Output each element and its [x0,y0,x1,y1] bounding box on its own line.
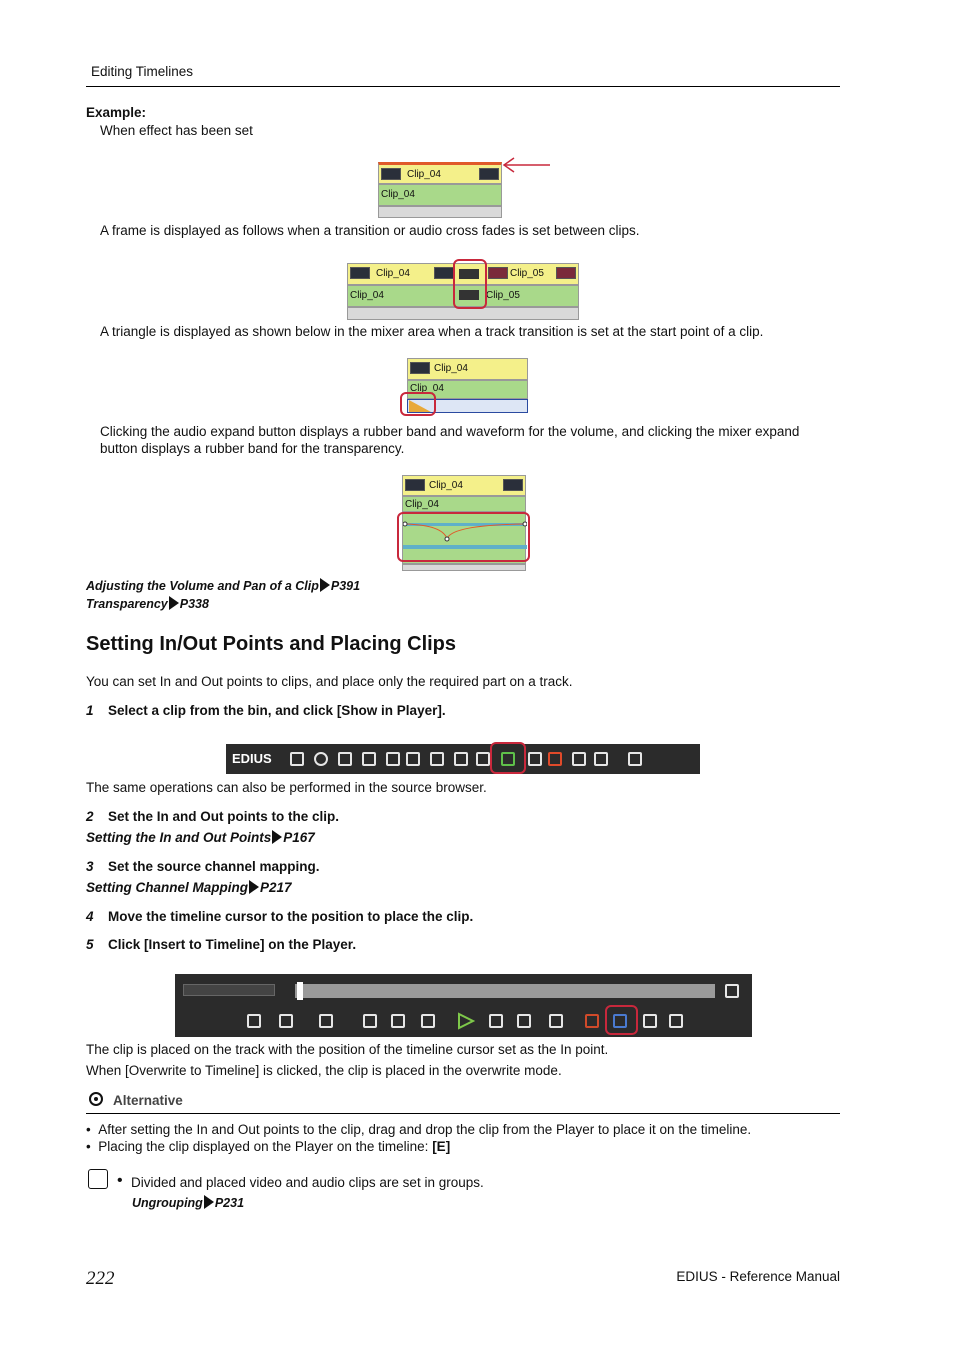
step-2 [86,809,339,824]
reference-page: P231 [214,1196,245,1210]
reference-link[interactable] [132,1195,244,1210]
reference-page: P167 [283,830,315,845]
note-text: Divided and placed video and audio clips are set in groups. [131,1175,484,1190]
new-folder-icon[interactable] [362,752,376,766]
clip-name: Clip_04 [381,189,415,200]
loop-playback-icon[interactable] [549,1014,563,1028]
mixer-area [402,564,526,571]
step-text: Set the In and Out points to the clip. [108,809,339,824]
clip-name: Clip_04 [429,480,463,491]
step-text: Move the timeline cursor to the position to place the clip. [108,909,474,924]
search-icon[interactable] [314,752,328,766]
footer-manual-title: EDIUS - Reference Manual [676,1269,840,1284]
alternative-bullet-text: Placing the clip displayed on the Player on the timeline: [98,1139,433,1154]
clip-thumbnail [556,267,576,279]
cut-icon[interactable] [430,752,444,766]
reference-page: P338 [179,597,209,611]
reference-link[interactable] [86,880,292,895]
clip-name-right: Clip_05 [510,268,544,279]
clip-thumbnail [488,267,508,279]
player-controls [175,974,752,1037]
alternative-bullet-text: After setting the In and Out points to the clip, drag and drop the clip from the Player to place it on the timeline. [98,1122,752,1137]
clip-thumbnail [410,362,430,374]
step-number: 3 [86,859,94,874]
video-track [402,475,526,496]
shortcut-key: [E] [432,1139,451,1154]
stop-icon[interactable] [363,1014,377,1028]
set-out-icon[interactable] [319,1014,333,1028]
step-3 [86,859,320,874]
alternative-bullet: • After setting the In and Out points to the clip, drag and drop the clip from the Player to place it on the timeline. [86,1122,752,1137]
reference-text: Ungrouping [132,1196,203,1210]
reference-text: Setting Channel Mapping [86,880,248,895]
step-4 [86,909,473,924]
clip-thumbnail [381,168,401,180]
video-clip-track [378,162,502,184]
step-number: 1 [86,703,94,718]
result-line-1: The clip is placed on the track with the position of the timeline cursor set as the In point. [86,1042,609,1057]
overwrite-to-timeline-icon[interactable] [585,1014,599,1028]
highlight-show-in-player [490,742,526,774]
source-browser-note: The same operations can also be performed in the source browser. [86,780,487,795]
shuttle-slider[interactable] [183,984,275,996]
reference-arrow-icon [204,1195,214,1209]
set-in-icon[interactable] [279,1014,293,1028]
position-bar[interactable] [295,984,715,998]
section-title: Setting In/Out Points and Placing Clips [86,633,457,655]
audio-track [402,496,526,512]
rewind-icon[interactable] [391,1014,405,1028]
reference-text: Setting the In and Out Points [86,830,272,845]
example-label: Example: [86,105,147,120]
reference-arrow-icon [249,880,259,894]
play-loop-icon[interactable] [247,1014,261,1028]
clip-name-left: Clip_04 [350,290,384,301]
clip-name: Clip_04 [407,169,441,180]
next-frame-icon[interactable] [489,1014,503,1028]
alternative-bullet: • Placing the clip displayed on the Player on the timeline: [E] [86,1139,451,1154]
reference-link[interactable] [86,596,209,611]
mixer-area [378,206,502,218]
pointer-arrow-icon [500,156,552,174]
step-number: 5 [86,937,94,952]
alternative-label: Alternative [113,1093,183,1108]
note-icon [88,1169,108,1189]
clip-name: Clip_04 [434,363,468,374]
highlight-insert-to-timeline [605,1005,638,1035]
example-line-expand-a: Clicking the audio expand button displays a rubber band and waveform for the volume, and clicking the mixer expand [100,424,800,439]
step-text: Click [Insert to Timeline] on the Player. [108,937,357,952]
alternative-rule [86,1113,840,1114]
step-number: 4 [86,909,94,924]
video-track [407,358,528,380]
reference-arrow-icon [272,830,282,844]
highlight-rubber-band [397,512,530,562]
add-to-timeline-icon[interactable] [528,752,542,766]
previous-frame-icon[interactable] [421,1014,435,1028]
audio-clip-track [378,184,502,206]
section-intro: You can set In and Out points to clips, and place only the required part on a track. [86,674,573,689]
highlight-transition [453,259,487,309]
reference-arrow-icon [320,578,330,592]
copy-icon[interactable] [454,752,468,766]
output-icon[interactable] [669,1014,683,1028]
header-rule [86,86,840,87]
reference-link[interactable] [86,830,315,845]
reference-page: P217 [260,880,292,895]
example-line-effect: When effect has been set [100,123,253,138]
sync-icon[interactable] [643,1014,657,1028]
view-icon[interactable] [594,752,608,766]
up-folder-icon[interactable] [338,752,352,766]
fast-forward-icon[interactable] [517,1014,531,1028]
clip-thumbnail-end [503,479,523,491]
reference-text: Adjusting the Volume and Pan of a Clip [86,579,319,593]
clip-thumbnail [405,479,425,491]
step-text: Select a clip from the bin, and click [Show in Player]. [108,703,446,718]
figure-effect-set [378,162,502,218]
step-5 [86,937,356,952]
text-icon[interactable] [386,752,400,766]
clip-name: Clip_04 [410,383,444,394]
result-line-2: When [Overwrite to Timeline] is clicked, the clip is placed in the overwrite mode. [86,1063,562,1078]
note-bullet: • [117,1172,123,1189]
gear-icon [86,1089,106,1109]
paste-icon[interactable] [476,752,490,766]
step-text: Set the source channel mapping. [108,859,320,874]
audio-icon[interactable] [725,984,739,998]
example-line-expand-b: button displays a rubber band for the transparency. [100,441,405,456]
clip-thumbnail [434,267,454,279]
step-1 [86,703,446,718]
folder-icon[interactable] [290,752,304,766]
color-bar-icon[interactable] [406,752,420,766]
reference-arrow-icon [169,596,179,610]
reference-link[interactable] [86,578,360,593]
bin-toolbar [226,744,700,774]
example-line-triangle: A triangle is displayed as shown below in the mixer area when a track transition is set at the start point of a clip. [100,324,764,339]
highlight-triangle [400,392,436,416]
reference-text: Transparency [86,597,168,611]
properties-icon[interactable] [572,752,586,766]
position-slider-handle[interactable] [297,982,303,1000]
clip-name-left: Clip_04 [376,268,410,279]
clip-thumbnail [350,267,370,279]
edius-logo: EDIUS [232,751,272,766]
example-line-transition: A frame is displayed as follows when a transition or audio cross fades is set between clips. [100,223,640,238]
play-icon[interactable] [457,1012,475,1030]
delete-icon[interactable] [548,752,562,766]
reference-page: P391 [330,579,361,593]
clip-name: Clip_04 [405,499,439,510]
step-number: 2 [86,809,94,824]
clip-name-right: Clip_05 [486,290,520,301]
page-number: 222 [86,1268,115,1289]
bin-menu-icon[interactable] [628,752,642,766]
clip-thumbnail-end [479,168,499,180]
running-header: Editing Timelines [91,64,194,79]
